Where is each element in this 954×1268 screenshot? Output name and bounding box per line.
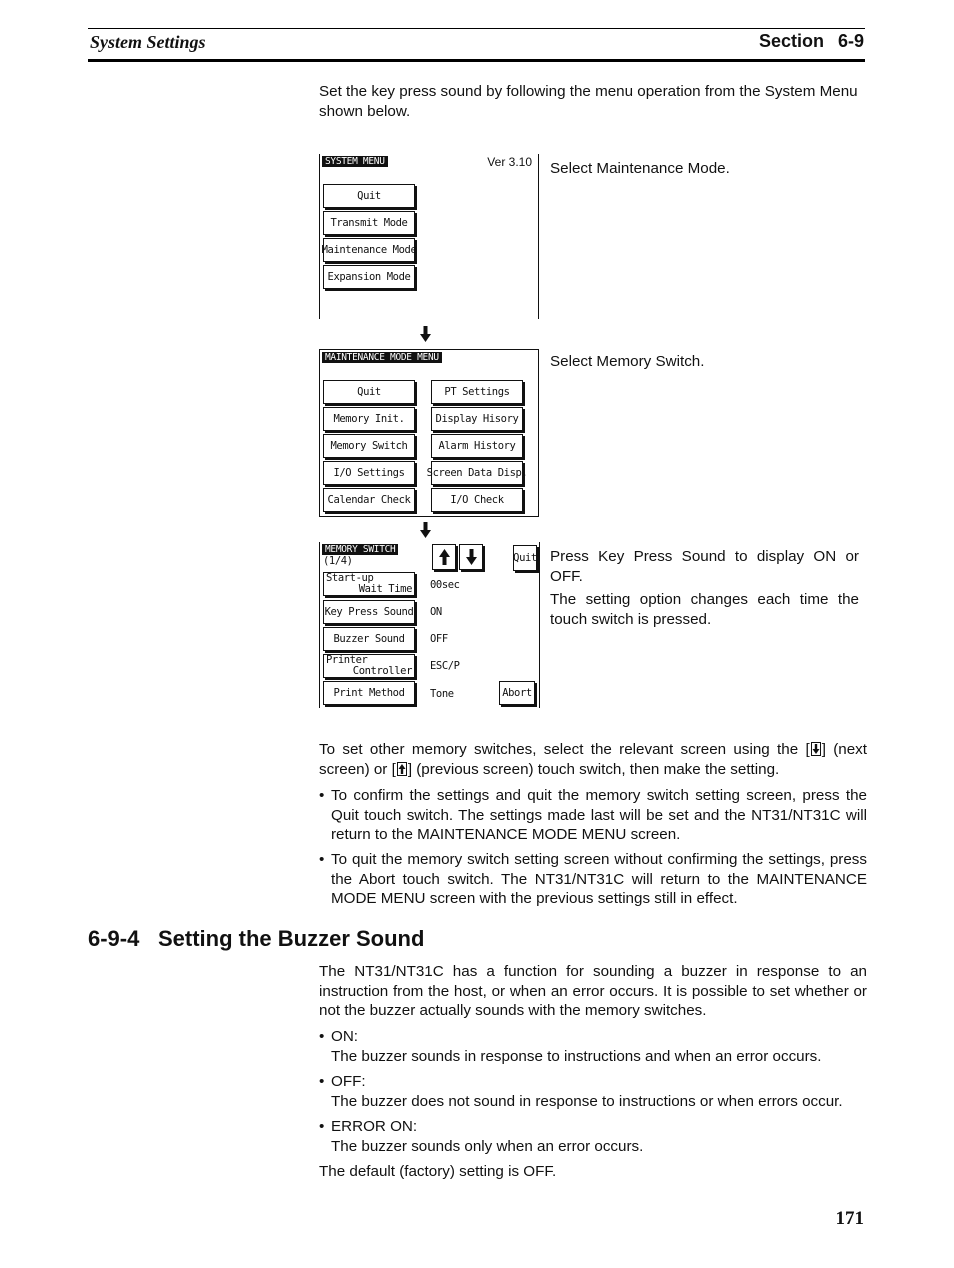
list-item: [319, 786, 867, 845]
section-heading-title: Setting the Buzzer Sound: [158, 926, 425, 951]
calendar-check-button[interactable]: Calendar Check: [323, 488, 415, 512]
maintenance-menu-title: MAINTENANCE MODE MENU: [322, 352, 442, 363]
display-history-button[interactable]: Display Hisory: [431, 407, 523, 431]
memory-switch-quit-button[interactable]: Quit: [513, 545, 537, 571]
version-label: Ver 3.10: [487, 155, 532, 169]
other-switches-text-2: ] (next screen) or [: [319, 741, 867, 778]
start-up-label: Start-up: [326, 572, 374, 584]
quit-button[interactable]: Quit: [323, 184, 415, 208]
buzzer-intro-paragraph: The NT31/NT31C has a function for sounding a buzzer in response to an instruction from the host, or when an error occurs. It is possible to set whether or not the buzzer actually sounds with the memory switches.: [319, 963, 867, 1019]
printer-controller-button[interactable]: [323, 654, 415, 678]
io-check-button[interactable]: I/O Check: [431, 488, 523, 512]
bullet-icon: •: [319, 1073, 325, 1090]
bullet-term: OFF:: [331, 1073, 366, 1090]
header-section-label: Section: [758, 31, 824, 51]
bullet-icon: •: [319, 1028, 325, 1045]
list-item: [319, 1072, 867, 1111]
caption-select-memory-switch: Select Memory Switch.: [550, 353, 705, 370]
abort-button[interactable]: Abort: [499, 681, 535, 705]
alarm-history-button[interactable]: Alarm History: [431, 434, 523, 458]
caption-setting-option: The setting option changes each time the touch switch is pressed.: [550, 591, 859, 628]
next-screen-button[interactable]: [459, 544, 483, 570]
next-screen-icon: [811, 742, 821, 756]
print-method-button[interactable]: Print Method: [323, 681, 415, 705]
system-menu-title: SYSTEM MENU: [322, 156, 388, 167]
previous-screen-icon: [397, 762, 407, 776]
other-switches-text-1: To set other memory switches, select the relevant screen using the [: [319, 741, 810, 758]
section-heading-number: 6-9-4: [88, 926, 140, 951]
caption-key-press-sound: Press Key Press Sound to display ON or OFF.: [550, 548, 859, 585]
controller-label: Controller: [352, 665, 412, 677]
other-switches-text-3: ] (previous screen) touch switch, then make the setting.: [407, 760, 780, 778]
header-section-title: System Settings: [90, 32, 206, 52]
printer-label: Printer: [326, 654, 368, 666]
buzzer-sound-button[interactable]: Buzzer Sound: [323, 627, 415, 651]
buzzer-sound-value: OFF: [430, 633, 448, 645]
header-top-rule: [88, 28, 865, 29]
memory-switch-screen: [319, 542, 540, 708]
page-indicator: (1/4): [323, 555, 353, 567]
maint-quit-button[interactable]: Quit: [323, 380, 415, 404]
header-bottom-rule: [88, 59, 865, 62]
maintenance-mode-button[interactable]: Maintenance Mode: [323, 238, 415, 262]
list-item: [319, 1117, 867, 1156]
bullet-text: To quit the memory switch setting screen without confirming the settings, press the Abort touch switch. The NT31/NT31C will return to the MAINTENANCE MODE MENU screen with the previous settings still in effect.: [331, 851, 867, 907]
down-arrow-icon: [420, 522, 431, 538]
memory-init-button[interactable]: Memory Init.: [323, 407, 415, 431]
bullet-term: ERROR ON:: [331, 1118, 418, 1135]
bullet-desc: The buzzer sounds in response to instructions and when an error occurs.: [331, 1047, 822, 1065]
key-press-sound-button[interactable]: Key Press Sound: [323, 600, 415, 624]
maintenance-menu-screen: [319, 349, 539, 517]
start-up-wait-time-button[interactable]: [323, 572, 415, 596]
page-number: 171: [835, 1208, 864, 1229]
up-arrow-icon: [439, 549, 450, 565]
header-section-number: 6-9: [837, 31, 864, 51]
io-settings-button[interactable]: I/O Settings: [323, 461, 415, 485]
memory-switch-title: MEMORY SWITCH: [322, 544, 398, 555]
bullet-icon: •: [319, 787, 325, 804]
pt-settings-button[interactable]: PT Settings: [431, 380, 523, 404]
list-item: [319, 850, 867, 909]
section-heading: [88, 926, 424, 952]
bullet-desc: The buzzer does not sound in response to instructions or when errors occur.: [331, 1092, 843, 1110]
screen-data-disp-button[interactable]: Screen Data Disp.: [431, 461, 523, 485]
bullet-desc: The buzzer sounds only when an error occurs.: [331, 1137, 644, 1155]
bullet-text: To confirm the settings and quit the memory switch setting screen, press the Quit touch switch. The settings made last will be set and the NT31/NT31C will return to the MAINTENANCE MODE MENU screen.: [331, 787, 867, 843]
bullet-icon: •: [319, 851, 325, 868]
other-switches-paragraph: [319, 740, 867, 779]
start-up-wait-time-value: 00sec: [430, 579, 460, 591]
transmit-mode-button[interactable]: Transmit Mode: [323, 211, 415, 235]
expansion-mode-button[interactable]: Expansion Mode: [323, 265, 415, 289]
bullet-term: ON:: [331, 1028, 359, 1045]
printer-controller-value: ESC/P: [430, 660, 460, 672]
intro-paragraph: Set the key press sound by following the menu operation from the System Menu shown below.: [319, 83, 858, 120]
key-press-sound-value: ON: [430, 606, 442, 618]
default-setting-text: The default (factory) setting is OFF.: [319, 1163, 557, 1180]
header-section-ref: [759, 31, 864, 52]
system-menu-screen: [319, 154, 539, 319]
memory-switch-button[interactable]: Memory Switch: [323, 434, 415, 458]
wait-time-label: Wait Time: [358, 583, 412, 595]
down-arrow-icon: [466, 549, 477, 565]
bullet-icon: •: [319, 1118, 325, 1135]
down-arrow-icon: [420, 326, 431, 342]
prev-screen-button[interactable]: [432, 544, 456, 570]
print-method-value: Tone: [430, 688, 454, 700]
caption-select-maintenance: Select Maintenance Mode.: [550, 160, 730, 177]
list-item: [319, 1027, 867, 1066]
